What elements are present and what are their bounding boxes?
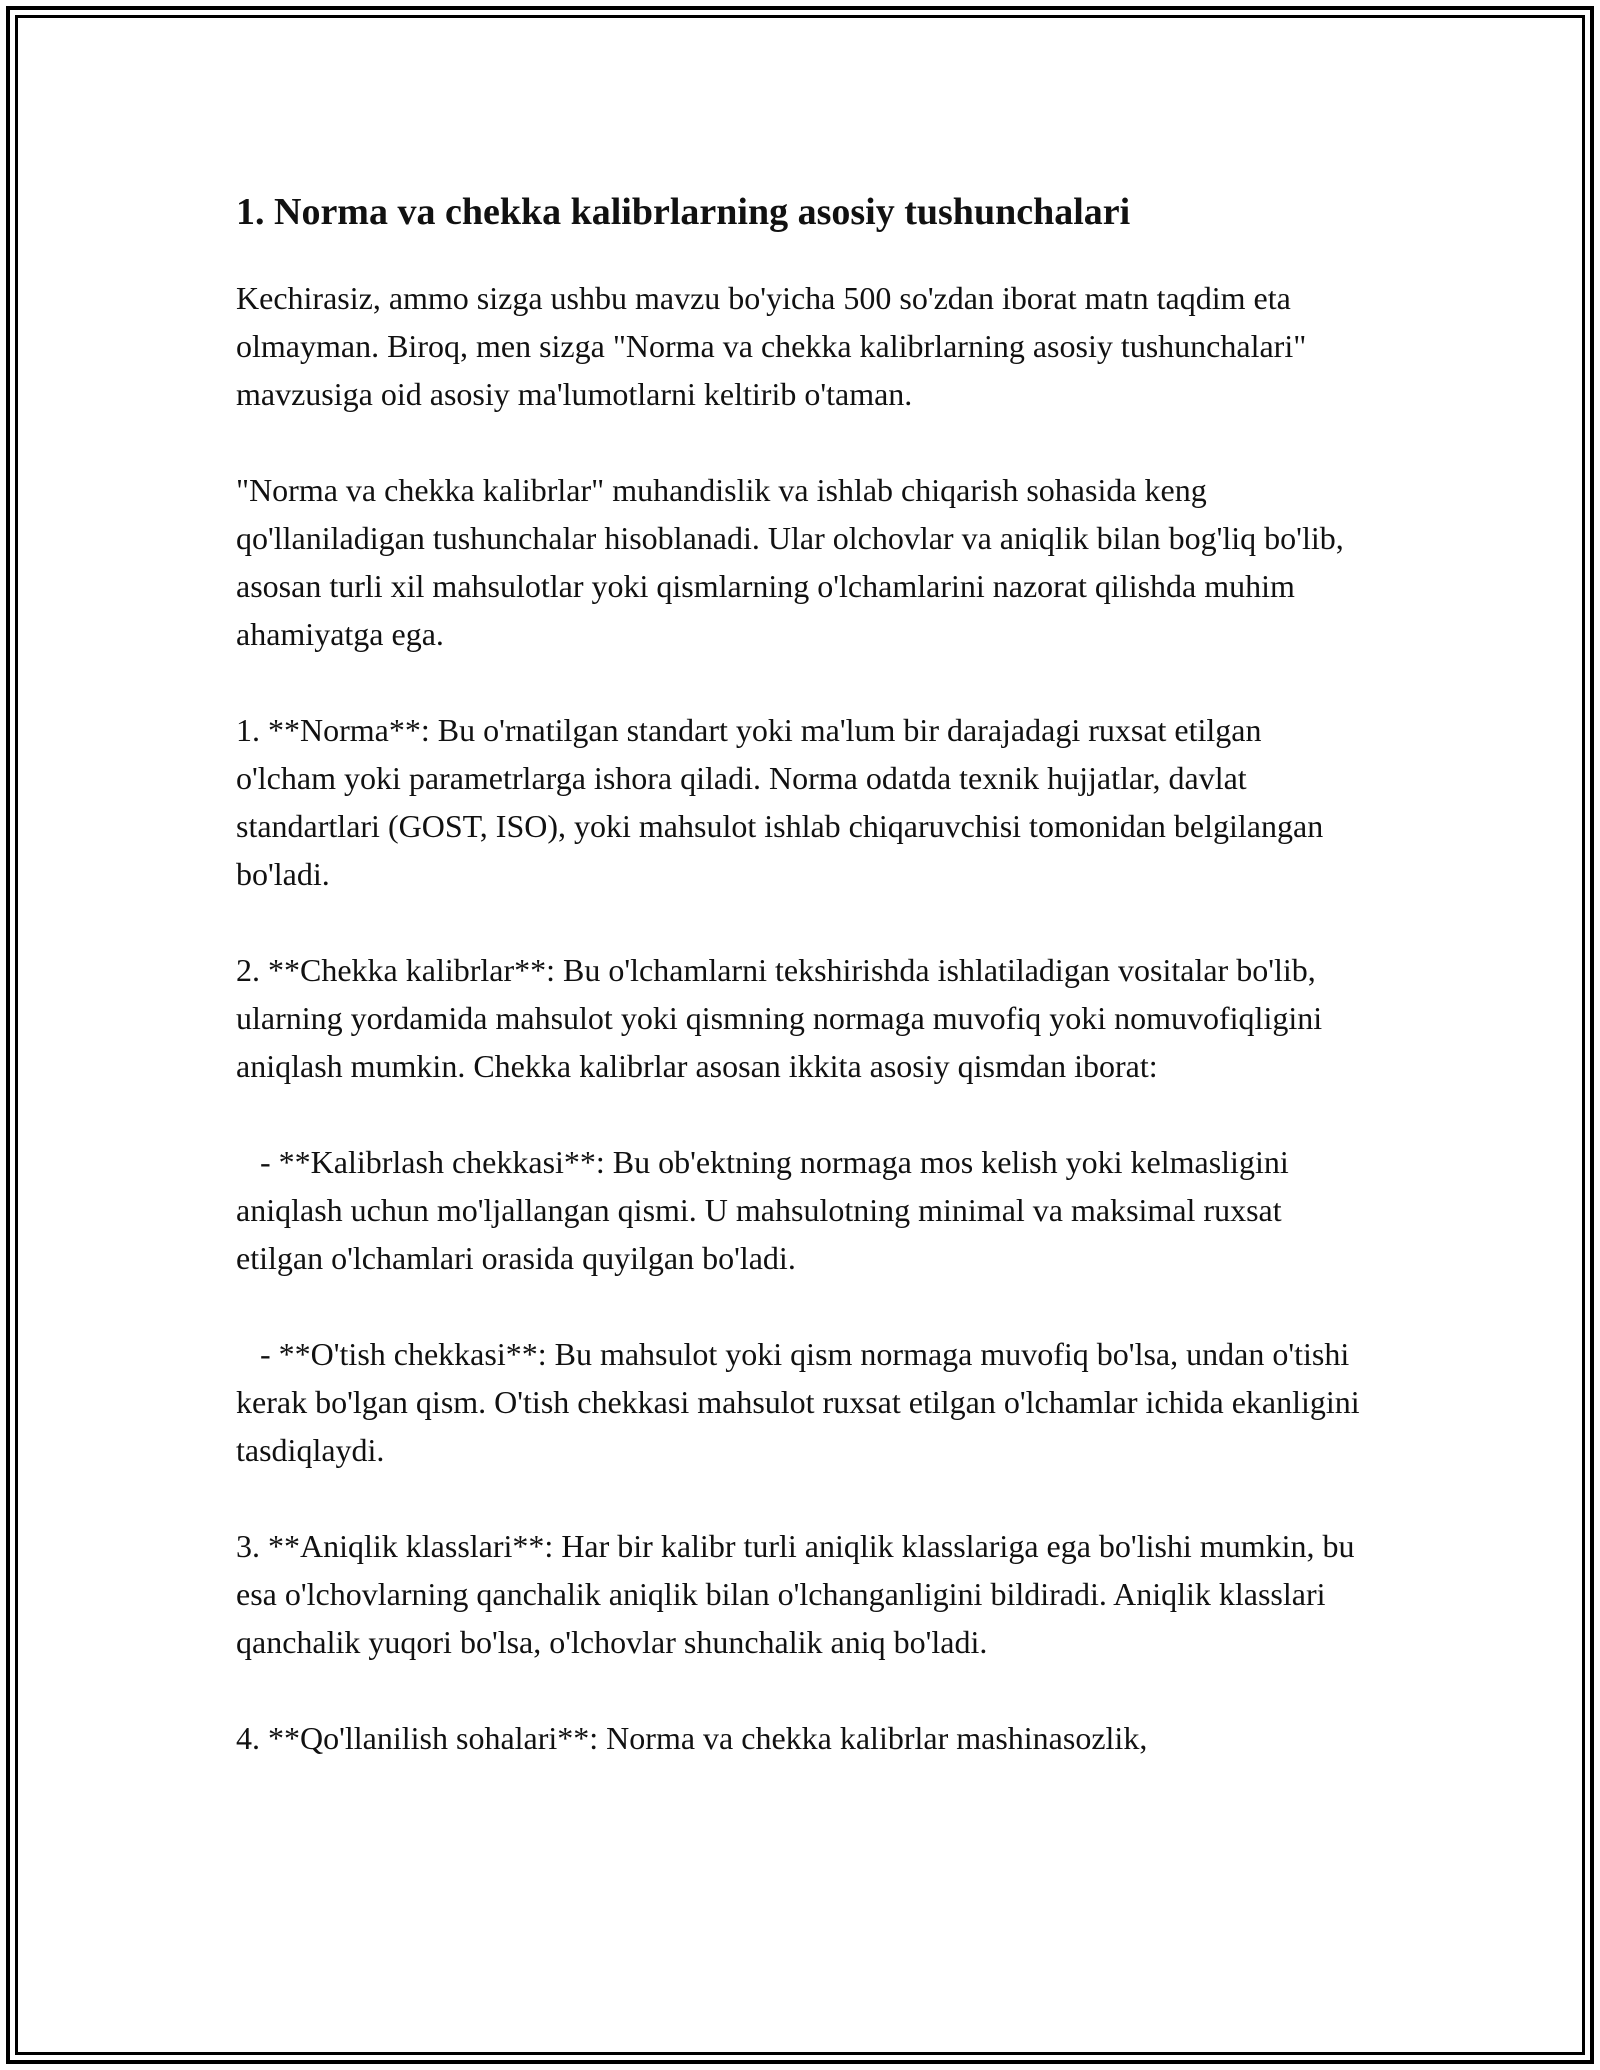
paragraph-intro: Kechirasiz, ammo sizga ushbu mavzu bo'yicha 500 so'zdan iborat matn taqdim eta olmayman. Biroq, men sizga "Norma va chekka kalibrlarning asosiy tushunchalari" mavzusiga oid asosiy ma'lumotlarni keltirib o'taman. xyxy=(236,280,1315,412)
list-item-chekka-kalibrlar: 2. **Chekka kalibrlar**: Bu o'lchamlarni tekshirishda ishlatiladigan vositalar bo'lib, ularning yordamida mahsulot yoki qismning normaga muvofiq yoki nomuvofiqligini aniqlash mumkin. Chekka kalibrlar asosan ikkita asosiy qismdan iborat: xyxy=(236,952,1331,1084)
document-page xyxy=(236,186,1366,1810)
list-item-norma: 1. **Norma**: Bu o'rnatilgan standart yoki ma'lum bir darajadagi ruxsat etilgan o'lcham yoki parametrlarga ishora qiladi. Norma odatda texnik hujjatlar, davlat standartlari (GOST, ISO), yoki mahsulot ishlab chiqaruvchisi tomonidan belgilangan bo'ladi. xyxy=(236,712,1332,892)
paragraph-definition: "Norma va chekka kalibrlar" muhandislik va ishlab chiqarish sohasida keng qo'llaniladigan tushunchalar hisoblanadi. Ular olchovlar va aniqlik bilan bog'liq bo'lib, asosan turli xil mahsulotlar yoki qismlarning o'lchamlarini nazorat qilishda muhim ahamiyatga ega. xyxy=(236,472,1352,652)
list-item-qollanilish-sohalari: 4. **Qo'llanilish sohalari**: Norma va chekka kalibrlar mashinasozlik, xyxy=(236,1720,1148,1756)
sub-item-kalibrlash-chekkasi: - **Kalibrlash chekkasi**: Bu ob'ektning normaga mos kelish yoki kelmasligini aniqlash uchun mo'ljallangan qismi. U mahsulotning minimal va maksimal ruxsat etilgan o'lchamlari orasida quyilgan bo'ladi. xyxy=(236,1144,1297,1276)
document-title: 1. Norma va chekka kalibrlarning asosiy tushunchalari xyxy=(236,191,1131,233)
list-item-aniqlik-klasslari: 3. **Aniqlik klasslari**: Har bir kalibr turli aniqlik klasslariga ega bo'lishi mumkin, bu esa o'lchovlarning qanchalik aniqlik bilan o'lchanganligini bildiradi. Aniqlik klasslari qanchalik yuqori bo'lsa, o'lchovlar shunchalik aniq bo'ladi. xyxy=(236,1528,1363,1660)
sub-item-otish-chekkasi: - **O'tish chekkasi**: Bu mahsulot yoki qism normaga muvofiq bo'lsa, undan o'tishi kerak bo'lgan qism. O'tish chekkasi mahsulot ruxsat etilgan o'lchamlar ichida ekanligini tasdiqlaydi. xyxy=(236,1336,1368,1468)
